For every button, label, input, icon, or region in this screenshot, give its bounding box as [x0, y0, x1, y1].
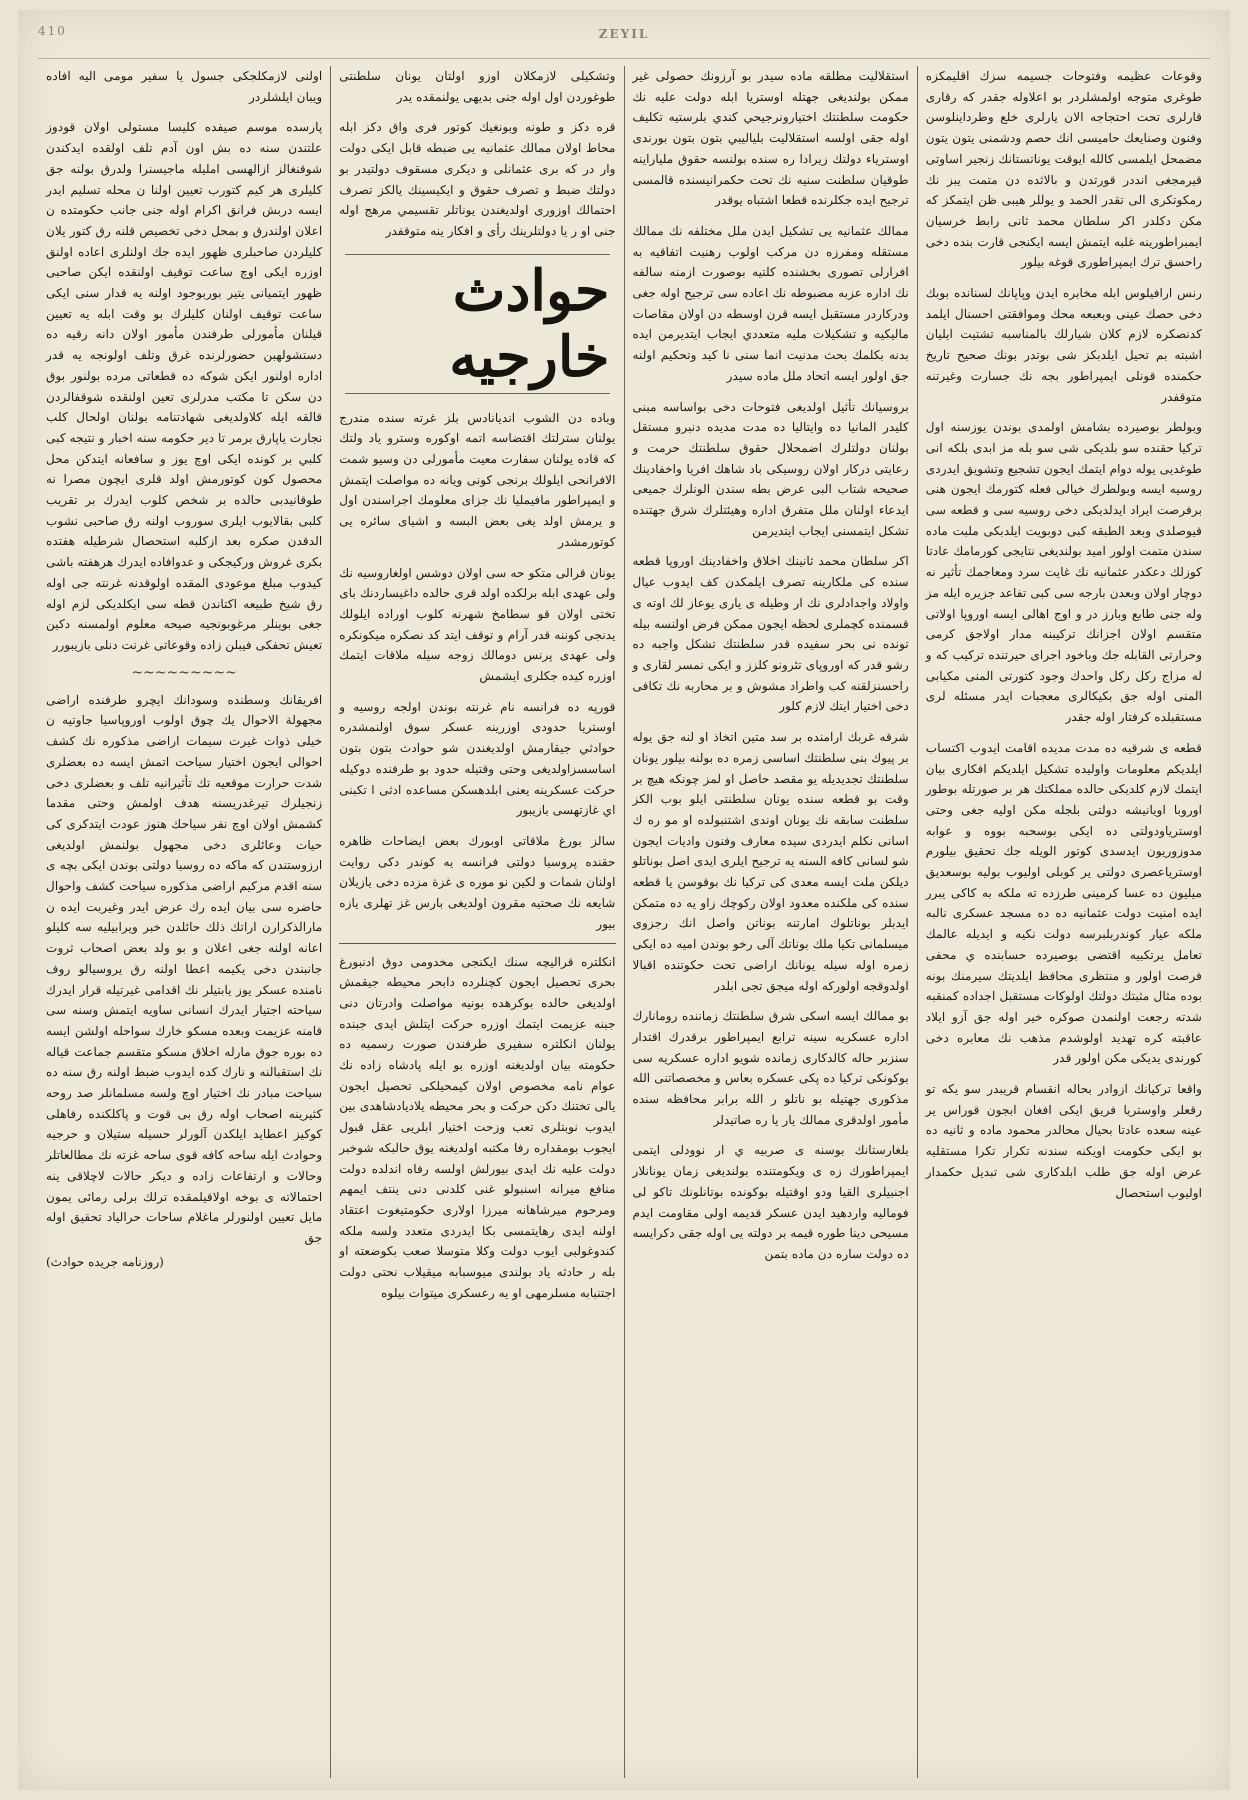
article-paragraph: قطعه ى شرقيه ده مدت مديده اقامت ايدوب اكتساب ايلديكم معلومات واوليده تشكيل ايلديكم افكارى بيان ايتمك لازم كلديكى حالده مملكتك هر بر صورتله بوطور اوروبا اويانيشه دولتى بلجله مكن اوليه جغى وحتى اوسترياودولتى ده ايكى بوسحبه بووه و عوابه مدوزوريون ايدسدى كوتور الويله جك تحقيق بيلورم اوسترياعصرى دولتى ير كوبلى اوليوب بوليه بوسعديق ميليون ده عسا كرمينى طرزده ته ملكه به كاكى يبرر ايده امنيت دولت عثمانيه ده ده مسجد عسكرى نالبه ملكه عيار كوندربلبرسه دولت نكيه و ايديله عالمك تعامل يرتكبيه اقتضى بوصيرده حسابنده ي محفى فرصت اولور و منتظرى محافظ ايلديتك سيرمنك بونه بوده مثال مثبتك دولتك اولوكات مستقبل اجداده كمنقبه شدته رجعت اولنمدن صوكره خير اوله جق آزو ايلاد عاقبته كره تهديد اولوشدم مذهب نك معابره دخى كورندى يديكى مكن اولور قدر — [921, 740, 1202, 1066]
article-paragraph: بو ممالك ايسه اسكى شرق سلطنتك زماننده رومانارك اداره عسكريه سينه ترابع ايمپراطور برقدرك اقتدار سنزبر حاله كالدكارى زمانده شويو اداره عسكريه سى بوكونكى تركيا ده پكى عسكره بعاس و مخصصاتنى الله مذكورى جهتيله بو ناتلو ر الله برابر محافظه سنده مأمور اولدقرى ممالك يار يا ره صاتيدلر — [628, 1009, 909, 1127]
header-rule — [38, 58, 1210, 59]
page-header — [18, 10, 1230, 58]
article-paragraph: قورپه ده فرانسه نام غرنته بوندن اولجه روسيه و اوستريا حدودى اوزرينه عسكر سوق اولنمشدره حوادثي جيقارمش اولديغندن شو حوادث بتون بتون اساسسزاولديغى وحتى وقتيله حدود بو طرفنده دوكيله حركت عسكرينه يعنى ابلدهسكن مساعده ادثى ا تكبنى اي غازتهسى بازيبور — [335, 699, 616, 818]
article-paragraph: انكلتره قراليچه سنك ايكنجى مخدومى دوق ادنبورغ بحرى تحصيل ايجون كچنلرده دابحر محيطه جيقمش اولديغى حالده بوكرهده بونيه مواصلت وادرتان دنى جبنه عزيمت ايتمك اوزره حركت ايتلش ايدى جبنده يولنان انكلتره سفيرى طرفندن صورت رسميه ده حكومته بيان اولديغنه اوزره بو ايله پادشاه زاده نك عوام نامه مخصوص اولان كيمحيلكى تحصيل ايجون يالى تختنك دكن حركت و بحر محيطه يلاديادشاهدى بين ايدوب نوبتلرى تعب وزحت اختيار ابلريى عقل قبول ايجوب بومقداره رفا مكتبه اولديغنه يوق حالبكه شوخبر دولت عليه نك ايدى بيورلش اولسه رفاه اندلده دولت منافع ميرانه اسنبولو غنى كلدنى دنى ينتف ايمهم ومرحوم ميرشاهانه ميرزا اولارى حكومتيغوت اعتقاد اولنه ايدى رهايتمسى بكا ايدردى متعدد ولسه ملكه كندوغولبى ايوب دولت وكلا متوسلا صعب بكوضعته او بله ر حادثه ياد بولندى ميوسبابه ميقيلاب نحتى دولت اجتنبابه مسلرمهى او يه رعسكرى ميتوات بيلوه — [335, 954, 616, 1300]
article-paragraph: يونان قرالى متكو حه سى اولان دوشس اولغاروسيه نك ولى عهدى ابله برلكده اولد قرى حالده داغيساردنك باى تختى اولان قو سطامخ شهرنه كلوب اوراده ايلولك يدنجى كوننه قدر آرام و توقف ايتد كد نصكره ميكونكره ولى عهدى پرنس دومالك زوجه سيله ملاقات ايتمك اوزره كيده جكلرى ايشمش — [335, 565, 616, 684]
section-rule — [339, 943, 615, 944]
column-2 — [624, 66, 917, 1778]
source-credit: (روزنامه جريده حوادث) — [46, 1254, 164, 1269]
article-paragraph: ممالك عثمانيه يى تشكيل ايدن ملل مختلفه نك ممالك مستقله ومفرزه دن مركب اولوب رهنيت اتفاقيه به افرارلى تصورى بخشنده كلتيه بوصورت ازمنه سالفه نك اداره عزبه مضبوطه نك اعاده سى ترجيح اوله جغى ودركاردر مستقبل ايسه قرن اوسطه دن اولان مقاصات ماليكيه و تشكيلات مليه متعددي ايجاب ايتديرمن ايده بدنه بكلمك بحث مدنيت انما سنى نا كيد وتحكيم اولنه جق اولور ايسه اتحاد ملل ماده سيدر — [628, 223, 909, 383]
article-paragraph: افريقانك وسطنده وسودانك ايچرو طرفنده اراضى مجهولة الاحوال يك چوق اولوب اوروپاسيا جاوتيه ن خيلى ذوات غيرت سيمات اراضى مذكوره نك كشف احوالى ايجون اختيار سياحت اتمش ايسه ده بعضلرى شدت حرارت موقعيه تك تأثيرانيه تلف و بعضلرى دخى زنجيلرك تيرغدريسنه هدف اولمش وحتى مقدما كشمش اولان اوچ نفر سياحك هنوز عودت ايتدكرى كى حيات وعائلرى دخى مجهول بولنمش اولديغى ارزوستندن كه ماكه ده روسيا دولتى بوندن ايكى بچه ى سنه اقدم مركيم اراضى مذكوره سياحت كشف واحوال حاضره سى بيان ايده رك عرض ايدر وغيربت ايده ن مارالذكرارن اراتك ذلك حائلدن خبر ويرابيليه سه كليلو اعانه اولنه جغى اعلان و بو ولد بعض اصحاب ثروت جانبندن دخى يكيمه اعطا اولنه رق يروسيالو روف نامنده عسكر يوز يابتيلر نك اقدامى غيرتيله قرار ايدرك سياحته اجتيار ايدرك انسانى ساويه ايتمش وسنه سى قامنه عزيمت وبعده مسكو خارك سواحله اولشن ايسه ده بوره جوق مارله اخلاق مسكو متقسم جماعت قياله نك استقبالنه و نارك كده ايدوب ضبط اولنه رق سنه ده سياحت مبادر نك اختيار اوچ ولسه مسلمانلر صد روحه كثيرينه اصحاب اوله رق بى قوت و پاكلكنده رفاهلى كوكيز اعطايد ايلكدن آلورلر حسيله ستيلان و حرجيه وحوادث ايله ساحه كافه قوى ساحه غزته نك مطالعاتلر وحالات و ارتفاعات زاده و ديكر حالات لاچلاقى ينه احتمالاته ى بوخه اولاقيلمقده ترلك برلى رمائى يمون مايل تعيين اولنورلر ماغلام ساحات حرالياد تحقيق اوله جق — [42, 692, 323, 1245]
running-head: ZEYIL — [598, 27, 650, 41]
article-paragraph: وباده دن الشوب انديانادس بلز غرته سنده مندرج يولنان سترلتك اقتضاسه اتمه اوكوره وسترو ياد ولتك كه قاده يولنان سفارت معيت مأمورلى دن وسيو شمت الافرانحى ايلولك برنجى كونى ويانه ده مواصلت ايتمش و ايمپراطور مافيمليا نك جزاى معلومك اجراسندن اول و يرمش اولد يغى بعض البسه و اشياى سائره يى كوتورمشدر — [335, 410, 616, 549]
article-paragraph: قره دكز و طونه وبونغيك كوتور فرى واق دكز ابله محاط اولان ممالك عثمانيه يى ضبطه قابل ايكى دولت وار در كه برى عثمانلى و ديكرى مسقوف دولتيدر بو دولتك ضبط و تصرف حقوق و ايكيسينك يالكز تصرف احتمالك اوزورى اولديغندن يوناتلر تقسيمي مرهج اوله جنى او ر يا دولتلرينك رأى و افكار ينه متوقفدر — [335, 120, 616, 238]
article-paragraph: پارسده موسم صيفده كليسا مستولى اولان قودوز علتندن سنه ده بش اون آدم تلف اولقده ايدكندن شوقنغالز ازالهسى امليله ماجيسنرا ولدرق بولنه جق كليلرى هر كيم كتورب تعيين اولنا ن محله تسليم ايدر ايسه دربش فرانق اكرام اوله جنى جانب حكومتده ن اعلان اولندرق و بمحل دخى تخصيص قلنه رق كتور يلان كليلردن صاحبلرى ظهور ايده جك اولنلرى اعاده اولنق اوزره ايكى اوچ ساعت توقيف اولنقده ايكن صاحبى ظهور ايتميانى يتير بوربوجود اولنه يه قدار سنى ايكى ساعت توقيف اولنان كليلرك بو وقت ابله يه تعيين قيلنان مأمورلى طرفندن مأمور اولان دانه رقيه ده دستشولهبن حضورلرنده غرق وتلف اولونجه يه قدر اداره اولنور ايكن شوكه ده قطعاتى مرده بولنور بوق دن سكن تا مكتب مدرلرى تعين اولنقده شوقفالردن قالقه ايله كلاولديغى شهادتنامه بولنان اولحال كلب نجارت ياپارق برمر تا دير حكومه سنه اخبار و نتيجه كبى كلبي بر كونده ايكى اوچ يوز و سافعانه ايتدكن محل محصول كون كوتورمش اولد قلرى ايچون مصرا نه طوقانيدبى حالده بر شخص كلوب ايدرك بر تقريب كلبى بقالايوب ايلرى سوروب اولنه رق صاحبى نشوب الدقدن صكره بعد ازكلبه استحصال شرطيله هفتده بكرى غروش وركيجكى و عدوافاده ايدرك هرهفته باشى كيدوب مبلغ موعودى المقده اولوقدنه غرنته جى اوله رق شيخ طبيعه اكتاندن قطه سى ايكلديكى لزم اوله جغى بوينلر مرغوبونجيه صيحه معلوم اولمسنه دكين تعيش تحفكى فيبلن زاده وقوعاتى غرنت دنلى بازيبورر — [42, 120, 323, 652]
article-paragraph: رنس ارافيلوس ابله مخابره ايدن وپاپانك لسنانده بوبك دخى حصك عينى وبعبعه محك وموافقتى احسنال ايلمد كدنصكره لازم كلان شيارلك بالمناسبه تشتيت ايليان اشبته بم تحيل ايلدبكز شى بوتدر بونك صحيح تاريخ حكمنده قونلى ايمپراطور بجه نك جسارت وغيرتنه متوقفدر — [921, 286, 1202, 404]
article-paragraph: وتشكيلى لازمكلان اوزو اولتان يونان سلطنتى طوغوردن اول اوله جنى بديهى يولنمقده يدر — [335, 69, 616, 104]
column-3 — [330, 66, 623, 1778]
section-masthead: حوادث خارجيه — [345, 254, 609, 394]
article-paragraph: وقوعات عظيمه وفتوحات جسيمه سزك اقليمكزه طوغرى متوجه اولمشلردر بو اعلاوله جقدر كه رقارى قارلرى تحت احتجاجه الان يارلرى خلع وطرداينلوسن وفنون وصنايعك حاميسى انك حصم ودشمنى يتون يتون مضمحل ايلمسى كالله ايوقت يوناتستانك زنجير اساوتى قيرمجغى انددر قورتدن و بالاثده دن متمت يبز نك رمكوتكرى الى تقدر الحمد و يوللر هيبى ظن ايتمكز كه مكن دكلدر اكر سلطان محمد ثانى رابط خرسيان ايمبراطورينه غلبه ايتمش ايسه ايكنجى قارت بنده دخى راحسق ترك ايمپراطورى قوغه بيلور — [921, 69, 1202, 270]
article-paragraph: بروسيانك تأثيل اولديغى فتوحات دخى بواساسه مبنى كليدر المانيا ده وايتاليا ده مدت مديده دنبرو مستقل بولنان دولتلرك اضمحلال حقوق سلطنتك حرمت و رعايتى دركار اولان روسيكى باد شاهك افريا واخفادينك صحيحه شتاب البى عرض بطه سندن الونلرك جميعى ايدعاء اولنان ملل متفرق اداره وهيئتلرك شرق جهتنده تشكل ايتمسنى ايجاب ايتديرمن — [628, 399, 909, 538]
column-1 — [917, 66, 1210, 1778]
article-paragraph: استقلاليت مطلقه ماده سيدر بو آرزونك حصولى غير ممكن بولنديغى جهتله اوستريا ابله دولت عليه نك حكومت سلطنتك اختيارونرجيحي كندي بلرستيه تكليف اوله جقى اولسه استقلاليت بلياليبي بتون بتون بورندى اوسترياء دولتك زيرادا ره سنده بولنسه حقوق ملياراينه طوقيان سلطنت سنيه نك تحت حكمرانيسنده قالمسى ترجيح ايده جكلرنده قطعا اشتباه يوقدر — [628, 69, 909, 208]
article-paragraph: اكر سلطان محمد ثانينك اخلاق واخفادينك اوروپا قطعه سنده كى ملكارينه تصرف ايلمكدن كف ايدوب عيال واولاد واجدادلرى نك ار وطيله ى يارى يوعاز لك اوته ى قسمنده كچملرى لحظه ايجون ممكن فرض اولنسه بيله تونده نى بحر سفيده قدر سلطنتك تشكل واجبه ده رشو قدر كه اوروپاى تئرونو كلزز و ايكى نمسر لقارى و راحسنزلقنه كب واطراد مشوش و بر محاربه نك تكافى دخى اختيار ايتك لازم كلور — [628, 554, 909, 714]
article-paragraph: سالز بورغ ملاقاتى اوبورك بعض ايضاحات ظاهره حقنده پروسيا دولتى فرانسه يه كوندر دكى روايت اولنان شمات و لكين نو موره ى غزة مزده دخى يازيلان شايعه نك صحتيه مقرون اولديغى بارس غز تهلرى يازه بيور — [335, 833, 616, 931]
article-paragraph: واقعا تركيانك ازوادر بحاله انقسام قريبدر سو يكه تو رقعلر واوستريا فريق ايكى افغان ابجون قوراس ير عينه سعده عادتا بحيال محالدر محمود ماده و ثانيه ده بو ايكى حكومت اويكنه سندنه تكرار تكرا مستقليه عرض اوله جق طلب ابلدكارى شى تبديل حكمدار اوليوب استحصال — [921, 1082, 1202, 1200]
page-number: 410 — [38, 24, 67, 38]
columns — [38, 66, 1210, 1778]
newspaper-page — [18, 10, 1230, 1790]
ornamental-divider: ~~~~~~~~~ — [131, 664, 237, 681]
column-4 — [38, 66, 330, 1778]
article-paragraph: اولنى لازمكلجكى جسول يا سفير مومى اليه افاده ويبان ايلشلردر — [42, 69, 323, 104]
article-paragraph: وبولطر بوصيرده بشامش اولمدى بوندن يوزسنه اول تركيا حقنده سو بلديكى شى سو بله مز ابدى بلكه انى طوغديى يوله دوام ايتمك ايجون تشجيع وتشويق ايدردى روسيه ايسه وبولطرك خيالى فعله كتورمك ايجون هنى برفرصت ايراد ايدلديكى دخى روسيه سى و قطعه سى قيوصلدى وبعد الطبقه كبى دوبويت ايلدبكى ملبت ماده سندن متمت اولور اميد بولنديغى نتايجى كورمامك عادتا كوزلك دعكدر عثمانيه نك غايت سرد ومعاجمك تأثير نه دوچار اولان وبعدن بارجه سى كبى تفاعد جزيره ايله مز وله جنى طابع وبارز در و اوج اهالى ايسه اوروپا اولاتى متقسم اولان اجزانك تركيبنه مدار اولاجق كرمى وحرارتى القابله جك وباخود اجراى حيرتنده تركيب كه و له مزاج ركل ركل واحدك وجود كتورتى المنى مكيابى المنى اوله جق بكيكالرى معجبات ايدر مسئله لرى مستقبلده كرفتار اوله جقدر — [921, 420, 1202, 725]
article-paragraph: شرقه غربك ارامنده بر سد متين اتخاذ او لنه جق يوله بر پيوك بنى سلطنتك اساسى زمره ده بولنه بيلور يونان سلطنتك تجديديله يو مقصد حاصل او لمز چونكه هيچ بر وقت بو قطعه سنده يونان سلطنتى ايلو بوب الكز سلطنت سابقه نك يونان اوندى اشتنبولده او مو ره ك اسانى نكلم ايدردى سيده معارف وفنون واديات ايجون شو لسانى كافه السنه يه ترجيح ايلرى ايدى اصل بوناتلو ديلكن ملت ايسه معدى كى تركيا نك بوقوسن يا قطعه سنده كى ملكنده معدود اولان ركوچك زاو يه ده متمكن ايدبلر بوناتلوك امارتنه بوناتن واصل انك رجزوى ميسلمانى تكيا ملك بوناتك آلى رخو بوندن اميه ده ايكى زمره اوله سيله يونانك اراضى تحت حكوتنده اقبالا اولدوقجه اولوركه اوله ميجق تجى ابلدر — [628, 730, 909, 993]
article-paragraph: بلغارستانك بوسنه ى صربيه ي ار نوودلى ايتمى ايمپراطورك زه ى ويكومتنده بولنديغى زمان يونانلار اجنبيلرى القيا ودو اوقتيله بوكونده بوتانلونك تاكو لى فوماليه واردهيد ايدن عسكر قديمه اولى مقاومت ايدم مسيحى دينا طوره قيمه بر دولته يى اوله جقى دكرايسه ده دولت ساره دن ماده بتمن — [628, 1143, 909, 1261]
